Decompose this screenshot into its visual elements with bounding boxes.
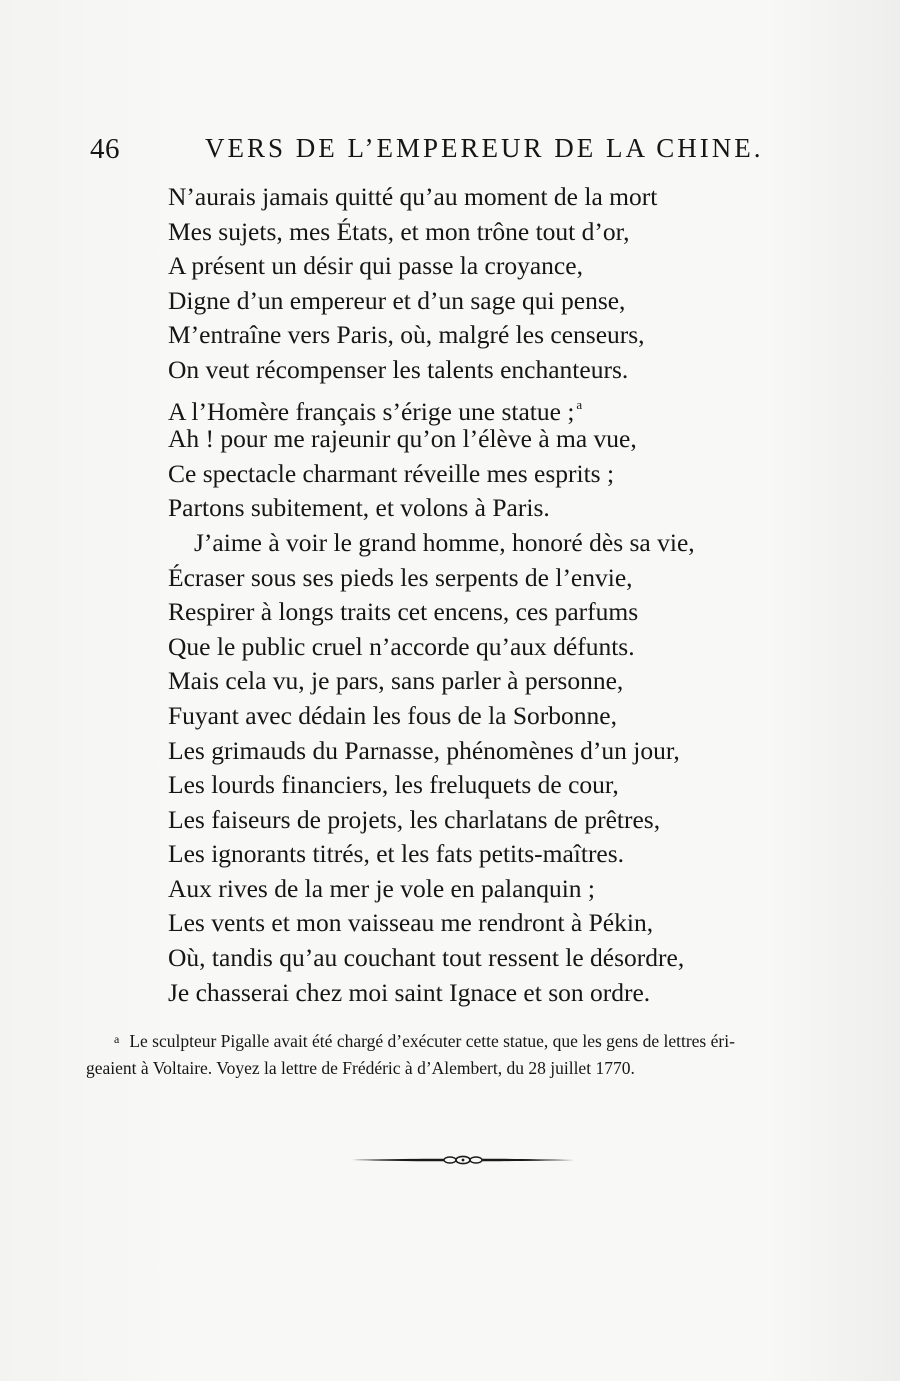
verse-line: Mes sujets, mes États, et mon trône tout d’or, bbox=[168, 216, 630, 246]
verse-line: On veut récompenser les talents enchanteurs. bbox=[168, 354, 629, 384]
footnote-line: geaient à Voltaire. Voyez la lettre de Frédéric à d’Alembert, du 28 juillet 1770. bbox=[86, 1058, 635, 1078]
running-title: VERS DE L’EMPEREUR DE LA CHINE. bbox=[205, 133, 764, 163]
verse-line: Fuyant avec dédain les fous de la Sorbonne, bbox=[168, 700, 617, 730]
verse-line: A présent un désir qui passe la croyance, bbox=[168, 251, 583, 281]
page-number: 46 bbox=[90, 133, 120, 165]
verse-line: Où, tandis qu’au couchant tout ressent le désordre, bbox=[168, 943, 685, 973]
footnote bbox=[86, 1026, 846, 1082]
verse-line: Je chasserai chez moi saint Ignace et son ordre. bbox=[168, 977, 651, 1007]
verse-line: Ce spectacle charmant réveille mes esprits ; bbox=[168, 458, 615, 488]
verse-line: Les faiseurs de projets, les charlatans de prêtres, bbox=[168, 804, 661, 834]
verse-line: Que le public cruel n’accorde qu’aux défunts. bbox=[168, 631, 635, 661]
verse-line: Digne d’un empereur et d’un sage qui pense, bbox=[168, 285, 626, 315]
footnote-line bbox=[86, 1026, 846, 1055]
verse-line: Mais cela vu, je pars, sans parler à personne, bbox=[168, 666, 624, 696]
footnote-reference: a bbox=[576, 396, 583, 412]
verse-line: N’aurais jamais quitté qu’au moment de la mort bbox=[168, 182, 658, 211]
verse-line-stanza-start: J’aime à voir le grand homme, honoré dès sa vie, bbox=[194, 527, 695, 557]
verse-line: M’entraîne vers Paris, où, malgré les censeurs, bbox=[168, 320, 645, 350]
footnote-marker: a bbox=[114, 1032, 120, 1046]
verse-line-with-note bbox=[168, 388, 768, 426]
footnote-text: Le sculpteur Pigalle avait été chargé d’exécuter cette statue, que les gens de lettres éri- bbox=[129, 1031, 735, 1051]
ornamental-divider-icon bbox=[352, 1152, 574, 1168]
verse-line: Partons subitement, et volons à Paris. bbox=[168, 493, 550, 523]
verse-line: Ah ! pour me rajeunir qu’on l’élève à ma vue, bbox=[168, 424, 637, 454]
verse-line: Écraser sous ses pieds les serpents de l’envie, bbox=[168, 562, 633, 592]
verse-text: A l’Homère français s’érige une statue ; bbox=[168, 396, 575, 426]
verse-line: Les lourds financiers, les freluquets de cour, bbox=[168, 770, 619, 800]
verse-line: Les grimauds du Parnasse, phénomènes d’un jour, bbox=[168, 735, 680, 765]
verse-line: Les vents et mon vaisseau me rendront à Pékin, bbox=[168, 908, 654, 938]
verse-line: Les ignorants titrés, et les fats petits-maîtres. bbox=[168, 839, 625, 869]
verse-line: Respirer à longs traits cet encens, ces parfums bbox=[168, 597, 639, 627]
poem-verses bbox=[168, 180, 768, 1010]
verse-line: Aux rives de la mer je vole en palanquin ; bbox=[168, 873, 595, 903]
